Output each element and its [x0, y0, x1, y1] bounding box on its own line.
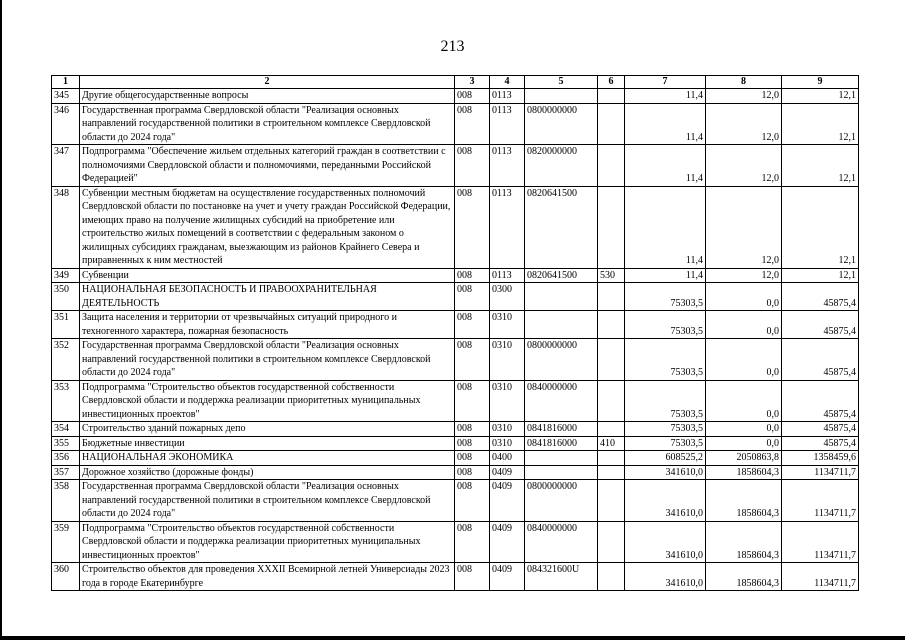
row-value-col8: 1858604,3 — [706, 480, 782, 522]
row-admin-code: 008 — [455, 103, 490, 145]
column-header: 9 — [782, 76, 859, 89]
row-target-code — [525, 311, 598, 339]
row-number: 353 — [52, 380, 80, 422]
row-number: 345 — [52, 89, 80, 104]
row-number: 357 — [52, 465, 80, 480]
row-expense-type — [598, 480, 625, 522]
row-number: 354 — [52, 422, 80, 437]
table-row — [52, 451, 859, 466]
table-row — [52, 268, 859, 283]
row-section-code: 0409 — [490, 480, 525, 522]
column-header: 1 — [52, 76, 80, 89]
row-section-code: 0310 — [490, 339, 525, 381]
row-expense-type — [598, 103, 625, 145]
row-target-code: 0841816000 — [525, 422, 598, 437]
row-name: НАЦИОНАЛЬНАЯ БЕЗОПАСНОСТЬ И ПРАВООХРАНИТЕЛЬНАЯ ДЕЯТЕЛЬНОСТЬ — [80, 283, 455, 311]
row-admin-code: 008 — [455, 145, 490, 187]
row-target-code — [525, 283, 598, 311]
row-value-col9: 12,1 — [782, 186, 859, 268]
row-expense-type — [598, 145, 625, 187]
page-bottom-border — [0, 636, 905, 640]
row-expense-type — [598, 89, 625, 104]
row-target-code: 0800000000 — [525, 480, 598, 522]
row-value-col9: 45875,4 — [782, 311, 859, 339]
row-expense-type — [598, 311, 625, 339]
row-number: 360 — [52, 563, 80, 591]
row-expense-type: 530 — [598, 268, 625, 283]
row-section-code: 0300 — [490, 283, 525, 311]
page-left-border — [0, 0, 2, 640]
row-number: 348 — [52, 186, 80, 268]
row-name: Защита населения и территории от чрезвычайных ситуаций природного и техногенного характера, пожарная безопасность — [80, 311, 455, 339]
table-row — [52, 563, 859, 591]
row-number: 346 — [52, 103, 80, 145]
table-row — [52, 521, 859, 563]
row-number: 359 — [52, 521, 80, 563]
row-value-col8: 12,0 — [706, 145, 782, 187]
row-value-col7: 11,4 — [625, 103, 706, 145]
row-admin-code: 008 — [455, 451, 490, 466]
row-section-code: 0113 — [490, 268, 525, 283]
row-value-col7: 341610,0 — [625, 465, 706, 480]
row-section-code: 0400 — [490, 451, 525, 466]
row-name: Строительство зданий пожарных депо — [80, 422, 455, 437]
table-row — [52, 89, 859, 104]
row-value-col8: 1858604,3 — [706, 563, 782, 591]
table-row — [52, 339, 859, 381]
row-target-code — [525, 89, 598, 104]
row-expense-type — [598, 339, 625, 381]
row-expense-type — [598, 380, 625, 422]
row-target-code — [525, 451, 598, 466]
row-name: Строительство объектов для проведения XXXII Всемирной летней Универсиады 2023 года в городе Екатеринбурге — [80, 563, 455, 591]
row-value-col8: 0,0 — [706, 283, 782, 311]
row-target-code: 0840000000 — [525, 380, 598, 422]
row-value-col8: 0,0 — [706, 339, 782, 381]
row-section-code: 0310 — [490, 436, 525, 451]
row-expense-type — [598, 186, 625, 268]
row-value-col8: 0,0 — [706, 380, 782, 422]
row-value-col8: 12,0 — [706, 89, 782, 104]
header-row — [52, 76, 859, 89]
row-value-col9: 12,1 — [782, 145, 859, 187]
row-admin-code: 008 — [455, 521, 490, 563]
row-admin-code: 008 — [455, 436, 490, 451]
row-section-code: 0310 — [490, 311, 525, 339]
column-header: 3 — [455, 76, 490, 89]
row-value-col8: 12,0 — [706, 103, 782, 145]
row-admin-code: 008 — [455, 283, 490, 311]
row-admin-code: 008 — [455, 268, 490, 283]
row-value-col7: 608525,2 — [625, 451, 706, 466]
row-value-col7: 75303,5 — [625, 380, 706, 422]
row-value-col8: 12,0 — [706, 268, 782, 283]
table-row — [52, 145, 859, 187]
row-value-col7: 75303,5 — [625, 339, 706, 381]
row-name: Подпрограмма "Строительство объектов государственной собственности Свердловской области и поддержка реализации приоритетных муниципальных инвестиционных проектов" — [80, 380, 455, 422]
row-expense-type — [598, 563, 625, 591]
table-row — [52, 311, 859, 339]
table-row — [52, 436, 859, 451]
row-value-col9: 1134711,7 — [782, 521, 859, 563]
row-section-code: 0409 — [490, 521, 525, 563]
column-header: 2 — [80, 76, 455, 89]
table-row — [52, 480, 859, 522]
row-name: Бюджетные инвестиции — [80, 436, 455, 451]
row-section-code: 0113 — [490, 103, 525, 145]
row-value-col9: 12,1 — [782, 89, 859, 104]
row-section-code: 0409 — [490, 465, 525, 480]
row-value-col7: 341610,0 — [625, 521, 706, 563]
row-name: Государственная программа Свердловской области "Реализация основных направлений государственной политики в строительном комплексе Свердловской области до 2024 года" — [80, 339, 455, 381]
column-header: 5 — [525, 76, 598, 89]
row-value-col7: 75303,5 — [625, 283, 706, 311]
row-target-code: 0841816000 — [525, 436, 598, 451]
row-target-code: 0800000000 — [525, 339, 598, 381]
column-header: 6 — [598, 76, 625, 89]
row-target-code: 0820641500 — [525, 268, 598, 283]
row-admin-code: 008 — [455, 380, 490, 422]
table-row — [52, 465, 859, 480]
table-body — [52, 89, 859, 591]
row-number: 358 — [52, 480, 80, 522]
row-name: Дорожное хозяйство (дорожные фонды) — [80, 465, 455, 480]
row-number: 352 — [52, 339, 80, 381]
row-value-col8: 1858604,3 — [706, 521, 782, 563]
row-admin-code: 008 — [455, 339, 490, 381]
row-value-col9: 1134711,7 — [782, 480, 859, 522]
row-admin-code: 008 — [455, 465, 490, 480]
row-name: Государственная программа Свердловской области "Реализация основных направлений государственной политики в строительном комплексе Свердловской области до 2024 года" — [80, 480, 455, 522]
row-value-col9: 45875,4 — [782, 339, 859, 381]
row-name: Подпрограмма "Строительство объектов государственной собственности Свердловской области и поддержка реализации приоритетных муниципальных инвестиционных проектов" — [80, 521, 455, 563]
row-name: НАЦИОНАЛЬНАЯ ЭКОНОМИКА — [80, 451, 455, 466]
row-section-code: 0113 — [490, 89, 525, 104]
row-target-code — [525, 465, 598, 480]
row-value-col9: 45875,4 — [782, 283, 859, 311]
row-value-col7: 75303,5 — [625, 422, 706, 437]
row-value-col8: 1858604,3 — [706, 465, 782, 480]
table-row — [52, 103, 859, 145]
row-value-col8: 2050863,8 — [706, 451, 782, 466]
row-admin-code: 008 — [455, 311, 490, 339]
row-expense-type — [598, 451, 625, 466]
row-value-col7: 341610,0 — [625, 563, 706, 591]
row-value-col7: 75303,5 — [625, 311, 706, 339]
row-target-code: 084321600U — [525, 563, 598, 591]
row-section-code: 0409 — [490, 563, 525, 591]
row-section-code: 0310 — [490, 380, 525, 422]
column-header: 8 — [706, 76, 782, 89]
row-expense-type — [598, 521, 625, 563]
row-admin-code: 008 — [455, 422, 490, 437]
row-value-col7: 75303,5 — [625, 436, 706, 451]
table-row — [52, 422, 859, 437]
row-value-col7: 341610,0 — [625, 480, 706, 522]
row-value-col9: 45875,4 — [782, 436, 859, 451]
row-number: 347 — [52, 145, 80, 187]
budget-table — [51, 75, 859, 591]
row-admin-code: 008 — [455, 480, 490, 522]
row-name: Государственная программа Свердловской области "Реализация основных направлений государственной политики в строительном комплексе Свердловской области до 2024 года" — [80, 103, 455, 145]
row-value-col9: 1358459,6 — [782, 451, 859, 466]
row-value-col9: 45875,4 — [782, 422, 859, 437]
row-name: Субвенции местным бюджетам на осуществление государственных полномочий Свердловской области по постановке на учет и учету граждан Российской Федерации, имеющих право на получение жилищных субсидий на приобретение или строительство жилых помещений в соответствии с федеральным законом о жилищных субсидиях гражданам, выезжающим из районов Крайнего Севера и приравненных к ним местностей — [80, 186, 455, 268]
row-admin-code: 008 — [455, 89, 490, 104]
row-value-col7: 11,4 — [625, 89, 706, 104]
row-target-code: 0800000000 — [525, 103, 598, 145]
row-value-col9: 12,1 — [782, 103, 859, 145]
row-value-col8: 0,0 — [706, 311, 782, 339]
row-name: Подпрограмма "Обеспечение жильем отдельных категорий граждан в соответствии с полномочиями Свердловской области и полномочиями, переданными Российской Федерацией" — [80, 145, 455, 187]
row-admin-code: 008 — [455, 563, 490, 591]
row-value-col8: 0,0 — [706, 436, 782, 451]
row-number: 349 — [52, 268, 80, 283]
row-value-col7: 11,4 — [625, 145, 706, 187]
row-target-code: 0820641500 — [525, 186, 598, 268]
row-expense-type — [598, 465, 625, 480]
row-value-col9: 45875,4 — [782, 380, 859, 422]
row-section-code: 0113 — [490, 145, 525, 187]
row-value-col7: 11,4 — [625, 268, 706, 283]
row-expense-type: 410 — [598, 436, 625, 451]
row-number: 351 — [52, 311, 80, 339]
row-expense-type — [598, 283, 625, 311]
row-name: Субвенции — [80, 268, 455, 283]
row-target-code: 0840000000 — [525, 521, 598, 563]
row-admin-code: 008 — [455, 186, 490, 268]
column-header: 4 — [490, 76, 525, 89]
row-value-col8: 12,0 — [706, 186, 782, 268]
row-value-col8: 0,0 — [706, 422, 782, 437]
row-expense-type — [598, 422, 625, 437]
row-target-code: 0820000000 — [525, 145, 598, 187]
table-row — [52, 283, 859, 311]
column-header: 7 — [625, 76, 706, 89]
row-section-code: 0113 — [490, 186, 525, 268]
table-row — [52, 186, 859, 268]
row-number: 350 — [52, 283, 80, 311]
row-value-col9: 1134711,7 — [782, 465, 859, 480]
row-number: 356 — [52, 451, 80, 466]
row-number: 355 — [52, 436, 80, 451]
page-number: 213 — [440, 38, 465, 55]
row-section-code: 0310 — [490, 422, 525, 437]
row-value-col9: 1134711,7 — [782, 563, 859, 591]
row-name: Другие общегосударственные вопросы — [80, 89, 455, 104]
table-row — [52, 380, 859, 422]
row-value-col7: 11,4 — [625, 186, 706, 268]
row-value-col9: 12,1 — [782, 268, 859, 283]
